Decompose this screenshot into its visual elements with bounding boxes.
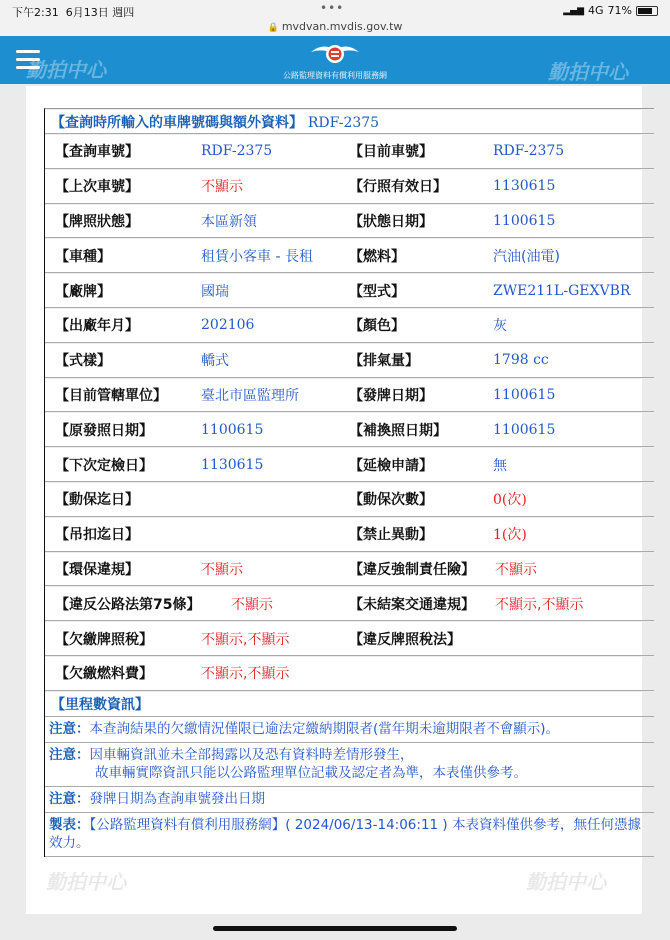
home-indicator[interactable] [213,926,457,931]
field-value: ZWE211L-GEXVBR [493,282,631,299]
field-label: 【動保迄日】 [55,492,139,509]
site-title: 公路監理資料有償利用服務網 [283,71,387,80]
field-value: 不顯示 [201,561,243,578]
note-label: 製表： [49,816,90,833]
field-label: 【燃料】 [349,248,405,265]
field-value: 租賃小客車 - 長租 [201,248,313,265]
field-value: 國瑞 [201,283,229,300]
note-label: 注意： [49,790,90,807]
table-row [45,378,654,413]
field-value: 1100615 [493,212,556,229]
query-heading-value: RDF-2375 [307,114,380,131]
field-label: 【欠繳牌照稅】 [55,631,153,648]
field-label: 【吊扣迄日】 [55,527,139,544]
note-text: 【公路監理資料有償利用服務網】( 2024/06/13-14:06:11 ) 本表資料僅供參考，無任何憑據效力。 [49,816,641,851]
field-label: 【未結案交通違規】 [349,596,475,613]
field-label: 【環保違規】 [55,561,139,578]
field-label: 【違反牌照稅法】 [349,631,461,648]
field-label: 【原發照日期】 [55,422,153,439]
table-row [45,238,654,273]
table-row [45,134,654,169]
table-row [45,482,654,517]
table-row [45,552,654,587]
field-label: 【廠牌】 [55,283,111,300]
status-bar [0,0,670,20]
network-type: 4G [588,4,604,17]
field-value: 不顯示,不顯示 [495,596,584,613]
field-label: 【狀態日期】 [349,213,433,230]
field-value: 不顯示,不顯示 [201,631,290,648]
field-value: 1(次) [493,527,527,544]
field-label: 【牌照狀態】 [55,213,139,230]
field-label: 【下次定檢日】 [55,457,153,474]
field-label: 【顏色】 [349,318,405,335]
field-label: 【目前車號】 [349,144,433,161]
signal-icon: ▂▄▆ [563,5,585,16]
note-item [45,743,654,787]
table-row [45,517,654,552]
status-time: 下午2:31 6月13日 週四 [12,6,135,19]
table-row [45,343,654,378]
field-label: 【車種】 [55,248,111,265]
field-value: 灰 [493,318,507,335]
field-value: 1100615 [493,421,556,438]
field-value: 1130615 [493,178,556,195]
watermark: 勤拍中心 [26,58,106,82]
field-label: 【延檢申請】 [349,457,433,474]
table-row [45,169,654,204]
result-card [26,86,642,914]
field-label: 【出廠年月】 [55,318,139,335]
more-dots-icon[interactable]: ••• [320,1,345,15]
query-heading-label: 【查詢時所輸入的車牌號碼與額外資料】 [51,114,303,131]
watermark: 勤拍中心 [46,870,126,894]
note-text: 因車輛資訊並未全部揭露以及恐有資料時差情形發生， [89,746,414,763]
table-row [45,308,654,343]
menu-icon[interactable] [16,50,40,70]
status-indicators [563,4,658,17]
site-logo-icon [309,40,361,68]
field-value: 1130615 [201,456,264,473]
table-row [45,656,654,691]
field-value: 不顯示 [495,561,537,578]
field-label: 【禁止異動】 [349,527,433,544]
field-value: 0(次) [493,492,527,509]
url-bar[interactable] [0,20,670,36]
field-value: 不顯示 [231,596,273,613]
field-value: 1100615 [201,421,264,438]
note-label: 注意： [49,720,90,737]
table-row [45,204,654,239]
field-label: 【補換照日期】 [349,422,447,439]
field-value: 不顯示 [201,179,243,196]
watermark: 勤拍中心 [548,60,628,84]
note-label: 注意： [49,746,90,763]
field-label: 【式樣】 [55,353,111,370]
table-row [45,586,654,621]
note-item [45,717,654,743]
battery-level: 71% [607,4,632,17]
field-label: 【發牌日期】 [349,387,433,404]
note-text: 本查詢結果的欠繳情況僅限已逾法定繳納期限者(當年期未逾期限者不會顯示)。 [89,720,560,737]
table-row [45,447,654,482]
field-value: 不顯示,不顯示 [201,666,290,683]
field-value: RDF-2375 [493,143,565,160]
field-label: 【違反公路法第75條】 [55,596,201,613]
field-label: 【查詢車號】 [55,144,139,161]
field-label: 【違反強制責任險】 [349,561,475,578]
table-row [45,621,654,656]
field-label: 【排氣量】 [349,353,419,370]
url-text: mvdvan.mvdis.gov.tw [281,20,403,33]
mileage-heading: 【里程數資訊】 [45,691,654,717]
watermark: 勤拍中心 [526,870,606,894]
field-label: 【行照有效日】 [349,179,447,196]
field-label: 【型式】 [349,283,405,300]
field-value: 202106 [201,317,255,334]
field-value: 汽油(油電) [493,248,560,265]
note-text: 發牌日期為查詢車號發出日期 [89,790,265,807]
field-label: 【目前管轄單位】 [55,387,167,404]
field-label: 【上次車號】 [55,179,139,196]
table-row [45,412,654,447]
lock-icon: 🔒 [267,23,279,33]
vehicle-info-table [44,108,654,857]
field-value: 轎式 [201,353,229,370]
field-value: 1798 cc [493,352,549,369]
field-value: 無 [493,457,507,474]
note-item [45,813,654,857]
battery-icon [636,6,658,16]
field-label: 【動保次數】 [349,492,433,509]
table-row [45,273,654,308]
field-value: RDF-2375 [201,143,273,160]
note-text: 故車輛實際資訊只能以公路監理單位記載及認定者為準，本表僅供參考。 [95,764,527,781]
field-value: 1100615 [493,386,556,403]
field-value: 本區新領 [201,213,257,230]
site-header [0,36,670,84]
note-item [45,787,654,813]
query-heading [45,109,654,134]
field-value: 臺北市區監理所 [201,387,299,404]
field-label: 【欠繳燃料費】 [55,666,153,683]
